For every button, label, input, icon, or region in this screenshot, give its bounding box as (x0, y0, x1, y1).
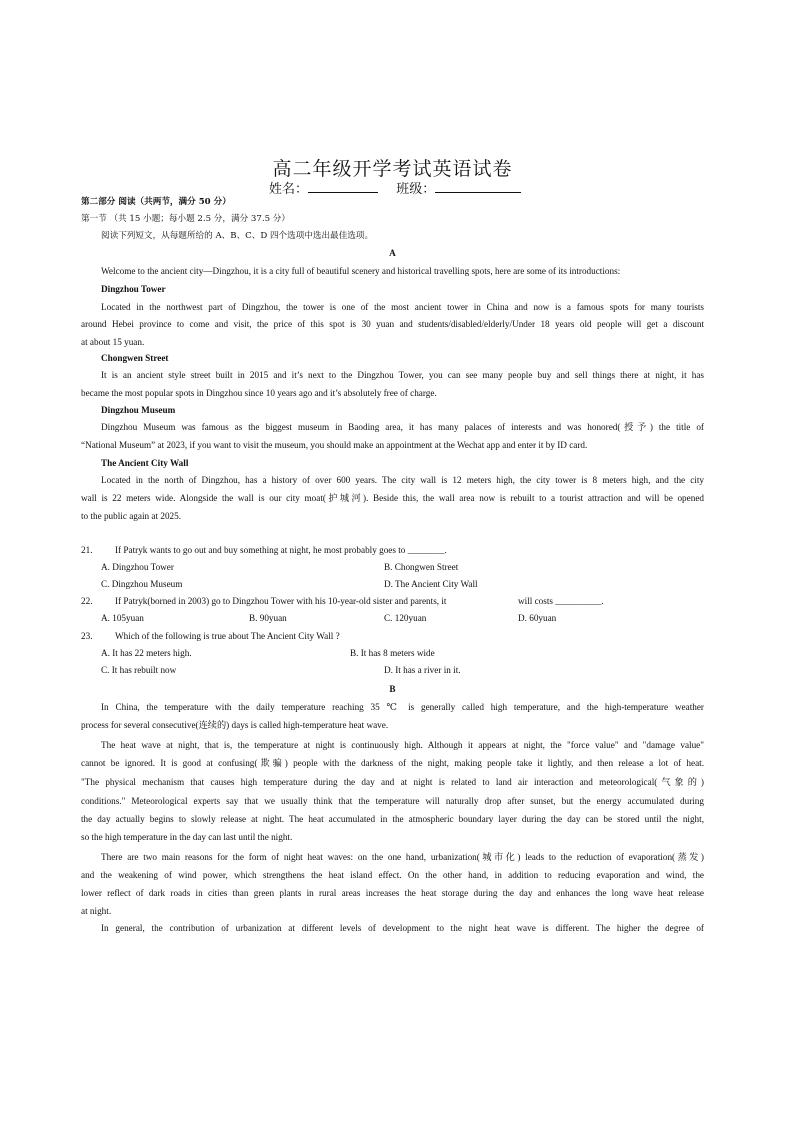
question-text-continued: will costs __________. (518, 596, 604, 606)
heading-chongwen-street: Chongwen Street (101, 353, 169, 363)
option-b[interactable]: B. It has 8 meters wide (350, 648, 435, 658)
paragraph-line: the day actually begins to slowly release at night. The heat accumulated in the atmospheric boundary layer during the day can be stored until the night, (81, 814, 704, 824)
section-part: 第二部分 阅读（共两节，满分 50 分） (81, 197, 231, 207)
name-label: 姓名： (269, 182, 309, 197)
paragraph-line: to the public again at 2025. (81, 511, 182, 521)
question-number: 21. (81, 545, 93, 555)
paragraph-line: lower reflect of dark roads in cities than green plants in rural areas increases the heat storage during the day and enhances the long wave heat release (81, 888, 704, 898)
paragraph-line: conditions." Meteorological experts say that we usually think that the temperature will naturally drop after sunset, but the energy accumulated during (81, 796, 704, 806)
heading-dingzhou-tower: Dingzhou Tower (101, 284, 166, 294)
option-a[interactable]: A. It has 22 meters high. (101, 648, 192, 658)
option-c[interactable]: C. 120yuan (384, 613, 427, 623)
paragraph-line: It is an ancient style street built in 2015 and it’s next to the Dingzhou Tower, you can see many people buy and sell things there at night, it has (101, 370, 704, 380)
paragraph-line: wall is 22 meters wide. Alongside the wall is our city moat(护城河). Beside this, the wall area now is rebuilt to a tourist attraction and will be opened (81, 493, 704, 503)
heading-ancient-city-wall: The Ancient City Wall (101, 458, 189, 468)
paragraph-line: "The physical mechanism that causes high temperature during the day and at night is related to land air interaction and meteorological(气象的) (81, 777, 704, 787)
class-blank (435, 181, 521, 193)
option-a[interactable]: A. 105yuan (101, 613, 144, 623)
passage-a-intro: Welcome to the ancient city—Dingzhou, it is a city full of beautiful scenery and historical travelling spots, here are some of its introductions: (101, 266, 621, 276)
section-instruction: 阅读下列短文，从每题所给的 A、B、C、D 四个选项中选出最佳选项。 (101, 231, 374, 241)
option-c[interactable]: C. Dingzhou Museum (101, 579, 183, 589)
option-d[interactable]: D. 60yuan (518, 613, 557, 623)
class-label: 班级： (396, 182, 436, 197)
paragraph-line: “National Museum” at 2023, if you want to visit the museum, you should make an appointment at the Wechat app and enter it by ID card. (81, 440, 588, 450)
question-text: If Patryk wants to go out and buy something at night, he most probably goes to ________. (115, 545, 447, 555)
paragraph-line: and the weakening of wind power, which strengthens the heat island effect. On the other hand, in addition to reducing evaporation and wind, the (81, 870, 704, 880)
paragraph-line: became the most popular spots in Dingzhou since 10 years ago and it’s absolutely free of charge. (81, 388, 437, 398)
paragraph-line: process for several consecutive(连续的) days is called high-temperature heat wave. (81, 720, 389, 730)
option-b[interactable]: B. Chongwen Street (384, 562, 459, 572)
paragraph-line: Located in the north of Dingzhou, has a history of over 600 years. The city wall is 12 meters high, the city tower is 8 meters high, and the city (101, 475, 704, 485)
option-d[interactable]: D. The Ancient City Wall (384, 579, 478, 589)
passage-a-letter: A (389, 248, 396, 258)
option-b[interactable]: B. 90yuan (249, 613, 287, 623)
option-c[interactable]: C. It has rebuilt now (101, 665, 177, 675)
heading-dingzhou-museum: Dingzhou Museum (101, 405, 176, 415)
paragraph-line: around Hebei province to come and visit, the price of this spot is 30 yuan and students/disabled/elderly/Under 18 years old people will get a discount (81, 319, 704, 329)
paragraph-line: Dingzhou Museum was famous as the biggest museum in Baoding area, it has many palaces of interests and was honored(授予) the title of (101, 422, 704, 432)
paragraph-line: at about 15 yuan. (81, 337, 145, 347)
paragraph-line: Located in the northwest part of Dingzhou, the tower is one of the most ancient tower in China and now is a famous spots for many tourists (101, 302, 704, 312)
option-a[interactable]: A. Dingzhou Tower (101, 562, 174, 572)
paragraph-line: so the high temperature in the day can last until the night. (81, 832, 293, 842)
question-text: If Patryk(borned in 2003) go to Dingzhou Tower with his 10-year-old sister and parents, it (115, 596, 447, 606)
paragraph-line: at night. (81, 906, 112, 916)
name-blank (308, 181, 378, 193)
option-d[interactable]: D. It has a river in it. (384, 665, 461, 675)
question-text: Which of the following is true about The Ancient City Wall ? (115, 631, 340, 641)
question-number: 22. (81, 596, 93, 606)
passage-b-letter: B (389, 684, 396, 694)
paragraph-line: There are two main reasons for the form of night heat waves: on the one hand, urbanization(城市化) leads to the reduction of evaporation(蒸发) (101, 852, 704, 862)
paragraph-line: In general, the contribution of urbanization at different levels of development to the night heat wave is different. The higher the degree of (101, 923, 704, 933)
page-title: 高二年级开学考试英语试卷 (272, 158, 513, 180)
question-number: 23. (81, 631, 93, 641)
paragraph-line: cannot be ignored. It is good at confusing(欺骗) people with the darkness of the night, making people take it lightly, and then release a lot of heat. (81, 758, 704, 768)
name-class-row (269, 178, 521, 197)
paragraph-line: The heat wave at night, that is, the temperature at night is continuously high. Although it appears at night, the "force value" and "damage value" (101, 740, 704, 750)
paragraph-line: In China, the temperature with the daily temperature reaching 35 ℃ is generally called high temperature, and the high-temperature weather (101, 702, 704, 712)
section-sub: 第一节 （共 15 小题；每小题 2.5 分，满分 37.5 分） (81, 214, 290, 224)
